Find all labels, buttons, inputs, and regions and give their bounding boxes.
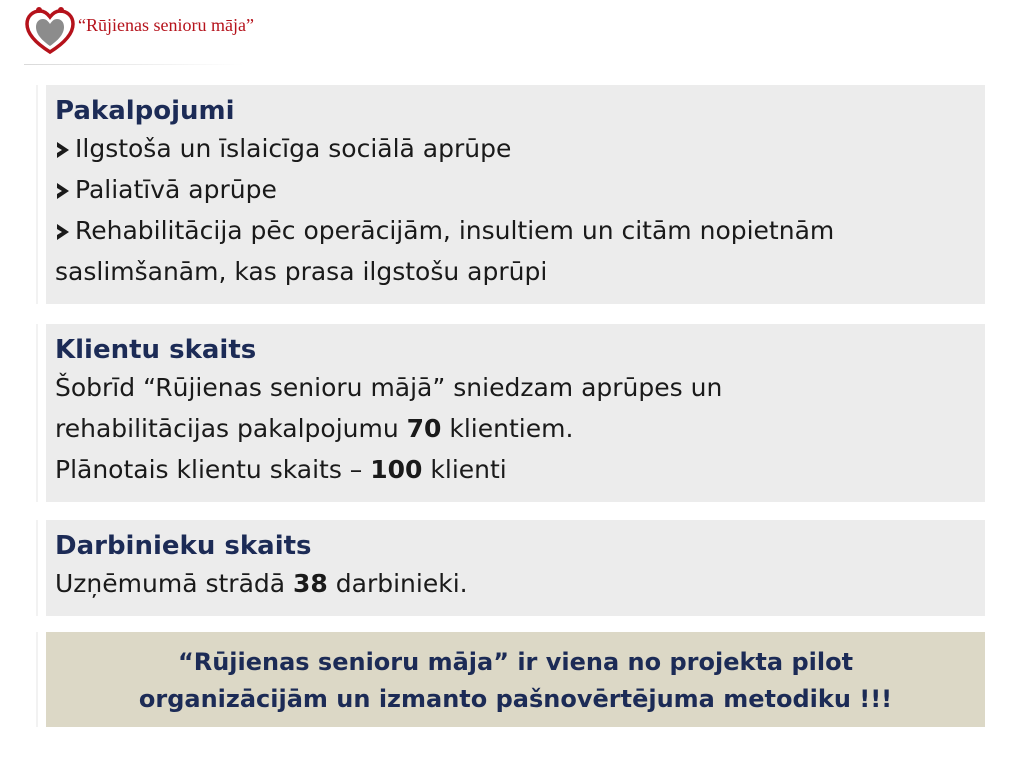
staff-count: 38 xyxy=(293,569,328,598)
staff-section xyxy=(46,520,985,616)
service-item: Paliatīvā aprūpe xyxy=(55,169,985,210)
header xyxy=(24,6,254,58)
service-item: Ilgstoša un īslaicīga sociālā aprūpe xyxy=(55,128,985,169)
services-section xyxy=(46,85,985,304)
heart-logo-icon xyxy=(24,6,76,58)
clients-heading: Klientu skaits xyxy=(55,335,257,365)
service-item: Rehabilitācija pēc operācijām, insultiem un citām nopietnām xyxy=(55,210,985,251)
section-accent-bar xyxy=(36,520,38,616)
services-heading: Pakalpojumi xyxy=(55,96,235,126)
section-accent-bar xyxy=(36,632,38,727)
pilot-note-line: “Rūjienas senioru māja” ir viena no projekta pilot xyxy=(177,648,854,676)
section-accent-bar xyxy=(36,85,38,304)
section-accent-bar xyxy=(36,324,38,502)
arrow-bullet-icon xyxy=(57,183,69,199)
pilot-note-section xyxy=(46,632,985,727)
organization-title: “Rūjienas senioru māja” xyxy=(78,14,254,35)
arrow-bullet-icon xyxy=(57,224,69,240)
pilot-note-line: organizācijām un izmanto pašnovērtējuma metodiku !!! xyxy=(138,685,893,713)
current-client-count: 70 xyxy=(406,414,442,443)
staff-heading: Darbinieku skaits xyxy=(55,531,312,561)
header-divider xyxy=(24,64,244,65)
arrow-bullet-icon xyxy=(57,142,69,158)
clients-text-line: Šobrīd “Rūjienas senioru mājā” sniedzam aprūpes un xyxy=(55,373,723,402)
clients-text-line: Plānotais klientu skaits – 100 klienti xyxy=(55,455,507,484)
planned-client-count: 100 xyxy=(370,455,423,484)
staff-text-line: Uzņēmumā strādā 38 darbinieki. xyxy=(55,569,468,598)
service-item-continuation: saslimšanām, kas prasa ilgstošu aprūpi xyxy=(55,257,548,286)
clients-text-line: rehabilitācijas pakalpojumu 70 klientiem. xyxy=(55,414,574,443)
clients-section xyxy=(46,324,985,502)
